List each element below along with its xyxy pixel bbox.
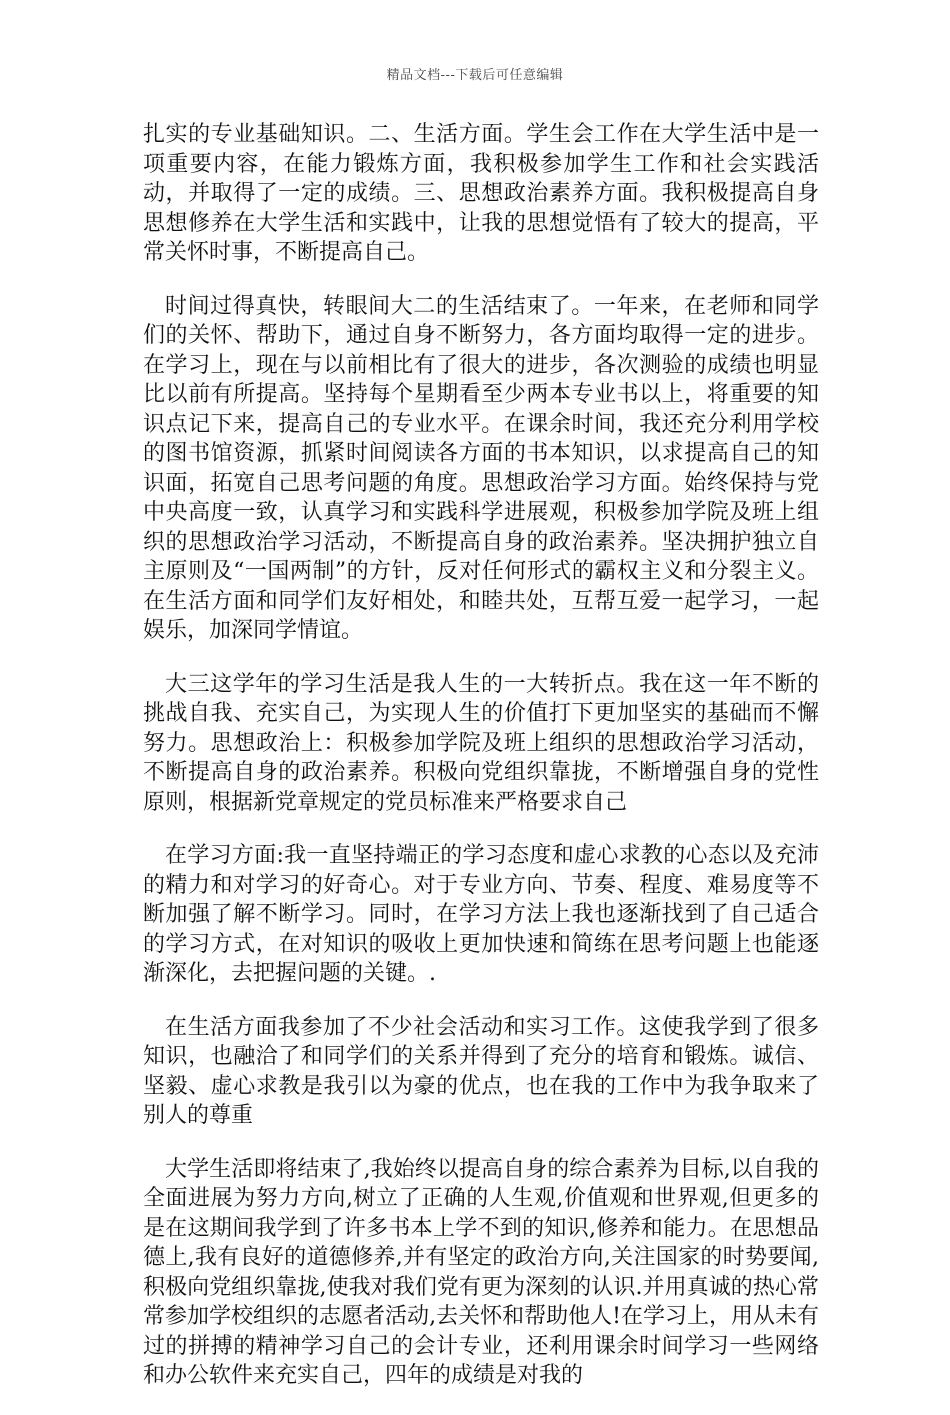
- paragraph-5: 在生活方面我参加了不少社会活动和实习工作。这使我学到了很多知识，也融洽了和同学们的关系并得到了充分的培育和锻炼。诚信、坚毅、虚心求教是我引以为豪的优点，也在我的工作中为我争取来了别人的尊重: [143, 1014, 819, 1128]
- paragraph-3: 大三这学年的学习生活是我人生的一大转折点。我在这一年不断的挑战自我、充实自己，为实现人生的价值打下更加坚实的基础而不懈努力。思想政治上：积极参加学院及班上组织的思想政治学习活动，不断提高自身的政治素养。积极向党组织靠拢，不断增强自身的党性原则，根据新党章规定的党员标准来严格要求自己: [143, 671, 819, 815]
- page-header: 精品文档---下载后可任意编辑: [386, 68, 564, 83]
- document-body: [143, 120, 819, 1415]
- paragraph-6: 大学生活即将结束了,我始终以提高自身的综合素养为目标,以自我的全面进展为努力方向,树立了正确的人生观,价值观和世界观,但更多的是在这期间我学到了许多书本上学不到的知识,修养和能力。在思想品德上,我有良好的道德修养,并有坚定的政治方向,关注国家的时势要闻,积极向党组织靠拢,使我对我们党有更为深刻的认识.并用真诚的热心常常参加学校组织的志愿者活动,去关怀和帮助他人!在学习上，用从未有过的拼搏的精神学习自己的会计专业，还利用课余时间学习一些网络和办公软件来充实自己，四年的成绩是对我的: [143, 1156, 819, 1388]
- paragraph-4: 在学习方面:我一直坚持端正的学习态度和虚心求教的心态以及充沛的精力和对学习的好奇心。对于专业方向、节奏、程度、难易度等不断加强了解不断学习。同时，在学习方法上我也逐渐找到了自己适合的学习方式，在对知识的吸收上更加快速和简练在思考问题上也能逐渐深化，去把握问题的关键。.: [143, 843, 819, 986]
- paragraph-1: 扎实的专业基础知识。二、生活方面。学生会工作在大学生活中是一项重要内容，在能力锻炼方面，我积极参加学生工作和社会实践活动，并取得了一定的成绩。三、思想政治素养方面。我积极提高自身思想修养在大学生活和实践中，让我的思想觉悟有了较大的提高，平常关怀时事，不断提高自己。: [143, 122, 819, 265]
- paragraph-2: 时间过得真快，转眼间大二的生活结束了。一年来，在老师和同学们的关怀、帮助下，通过自身不断努力，各方面均取得一定的进步。在学习上，现在与以前相比有了很大的进步，各次测验的成绩也明显比以前有所提高。坚持每个星期看至少两本专业书以上，将重要的知识点记下来，提高自己的专业水平。在课余时间，我还充分利用学校的图书馆资源，抓紧时间阅读各方面的书本知识，以求提高自己的知识面，拓宽自己思考问题的角度。思想政治学习方面。始终保持与党中央高度一致，认真学习和实践科学进展观，积极参加学院及班上组织的思想政治学习活动，不断提高自身的政治素养。坚决拥护独立自主原则及“一国两制”的方针，反对任何形式的霸权主义和分裂主义。在生活方面和同学们友好相处，和睦共处，互帮互爱一起学习，一起娱乐，加深同学情谊。: [143, 293, 819, 643]
